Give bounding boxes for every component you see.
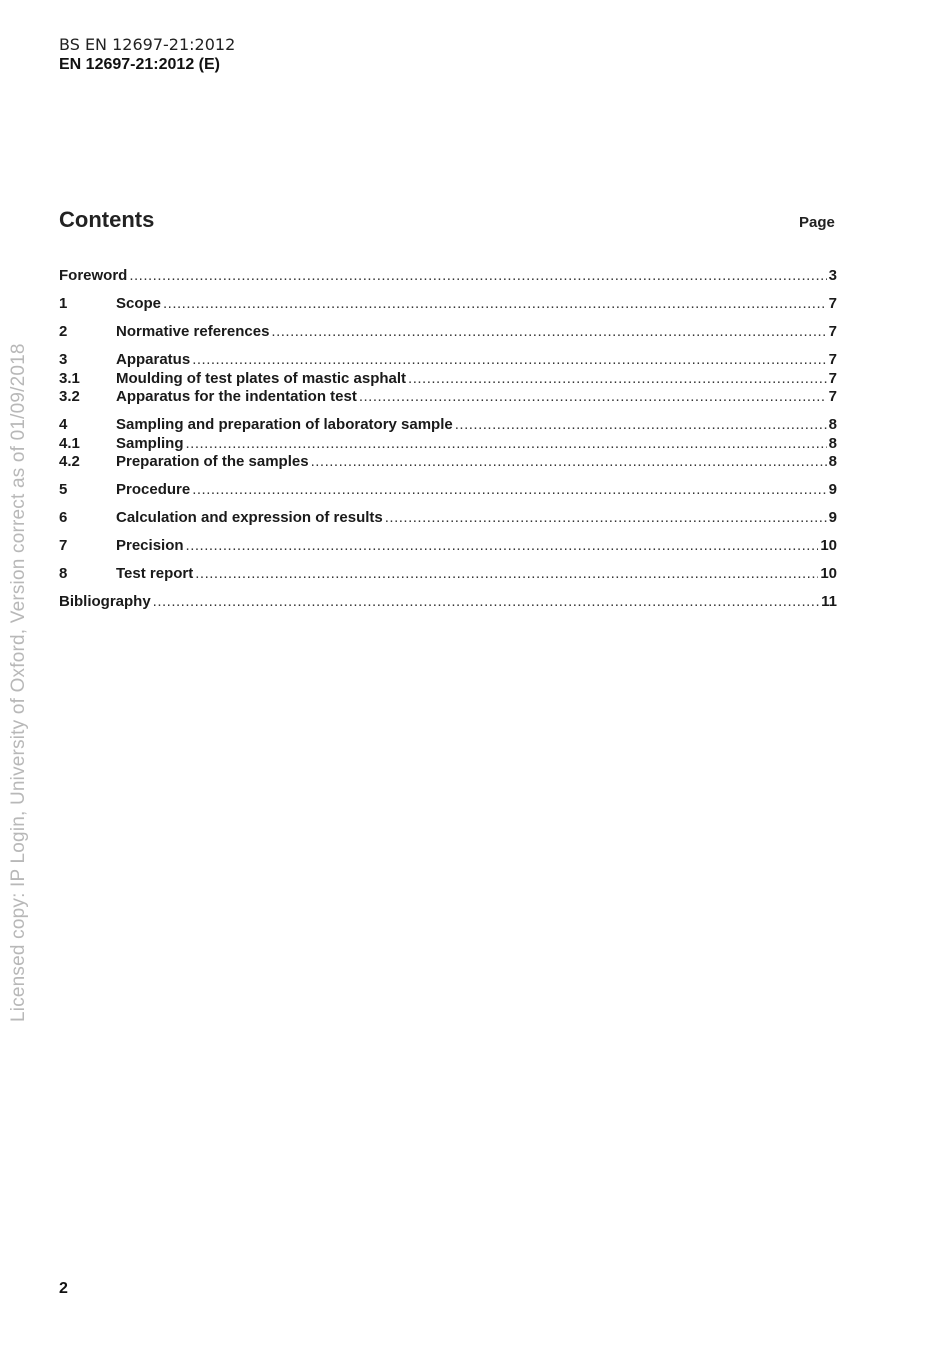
page-column-label: Page [799, 214, 835, 231]
toc-entry-title: Sampling and preparation of laboratory sample [116, 416, 453, 433]
toc-entry-number: 5 [59, 481, 68, 498]
toc-entry-title: Sampling [116, 435, 184, 452]
toc-leader-dots [192, 480, 826, 499]
toc-entry-4-1[interactable] [59, 434, 837, 453]
toc-entry-6[interactable] [59, 508, 837, 527]
toc-entry-number: 4.2 [59, 453, 80, 470]
toc-entry-page: 9 [828, 509, 837, 526]
toc-entry-3-2[interactable] [59, 387, 837, 406]
toc-entry-2[interactable] [59, 322, 837, 341]
toc-leader-dots [385, 508, 827, 527]
toc-leader-dots [153, 592, 819, 611]
toc-entry-page: 3 [828, 267, 837, 284]
toc-entry-foreword[interactable] [59, 266, 837, 285]
toc-entry-title: Bibliography [59, 593, 151, 610]
toc-entry-title: Apparatus for the indentation test [116, 388, 357, 405]
toc-entry-number: 4 [59, 416, 68, 433]
toc-entry-page: 10 [820, 537, 837, 554]
toc-entry-title: Moulding of test plates of mastic asphalt [116, 370, 407, 387]
toc-leader-dots [359, 387, 827, 406]
toc-entry-number: 8 [59, 565, 68, 582]
toc-leader-dots [186, 536, 819, 555]
toc-entry-page: 7 [828, 295, 837, 312]
toc-entry-1[interactable] [59, 294, 837, 313]
toc-entry-title: Foreword [59, 267, 128, 284]
toc-entry-page: 8 [828, 453, 837, 470]
toc-leader-dots [192, 350, 826, 369]
toc-entry-page: 7 [828, 370, 837, 387]
toc-entry-number: 1 [59, 295, 68, 312]
toc-entry-page: 11 [821, 593, 837, 610]
toc-entry-page: 7 [828, 351, 837, 368]
en-id: EN 12697-21:2012 (E) [59, 56, 220, 73]
toc-entry-number: 6 [59, 509, 68, 526]
toc-entry-3-1[interactable] [59, 369, 837, 388]
toc-entry-page: 8 [828, 435, 837, 452]
toc-leader-dots [129, 266, 826, 285]
toc-leader-dots [311, 452, 827, 471]
toc-entry-5[interactable] [59, 480, 837, 499]
toc-entry-number: 3 [59, 351, 68, 368]
standard-id: BS EN 12697-21:2012 [59, 35, 236, 54]
toc-entry-4-2[interactable] [59, 452, 837, 471]
toc-leader-dots [408, 369, 827, 388]
toc-leader-dots [455, 415, 827, 434]
toc-entry-number: 3.2 [59, 388, 80, 405]
toc-leader-dots [163, 294, 827, 313]
toc-entry-title: Scope [116, 295, 162, 312]
toc-entry-title: Calculation and expression of results [116, 509, 383, 526]
toc-leader-dots [186, 434, 827, 453]
toc-entry-title: Preparation of the samples [116, 453, 309, 470]
contents-title: Contents [59, 207, 155, 232]
toc-entry-page: 8 [828, 416, 837, 433]
toc-leader-dots [271, 322, 826, 341]
toc-entry-title: Precision [116, 537, 184, 554]
toc-entry-number: 4.1 [59, 435, 80, 452]
toc-entry-title: Apparatus [116, 351, 191, 368]
toc-entry-bibliography[interactable] [59, 592, 837, 611]
toc-entry-page: 7 [828, 323, 837, 340]
toc-entry-number: 2 [59, 323, 68, 340]
toc-leader-dots [195, 564, 818, 583]
toc-entry-number: 7 [59, 537, 68, 554]
license-watermark: Licensed copy: IP Login, University of Oxford, Version correct as of 01/09/2018 [8, 343, 29, 1022]
toc-entry-page: 7 [828, 388, 837, 405]
toc-entry-title: Normative references [116, 323, 270, 340]
toc-entry-page: 10 [820, 565, 837, 582]
toc-entry-3[interactable] [59, 350, 837, 369]
toc-entry-7[interactable] [59, 536, 837, 555]
toc-entry-title: Test report [116, 565, 194, 582]
toc-entry-page: 9 [828, 481, 837, 498]
toc-entry-8[interactable] [59, 564, 837, 583]
toc-entry-4[interactable] [59, 415, 837, 434]
page-number: 2 [59, 1280, 68, 1297]
toc-entry-title: Procedure [116, 481, 191, 498]
toc-entry-number: 3.1 [59, 370, 80, 387]
